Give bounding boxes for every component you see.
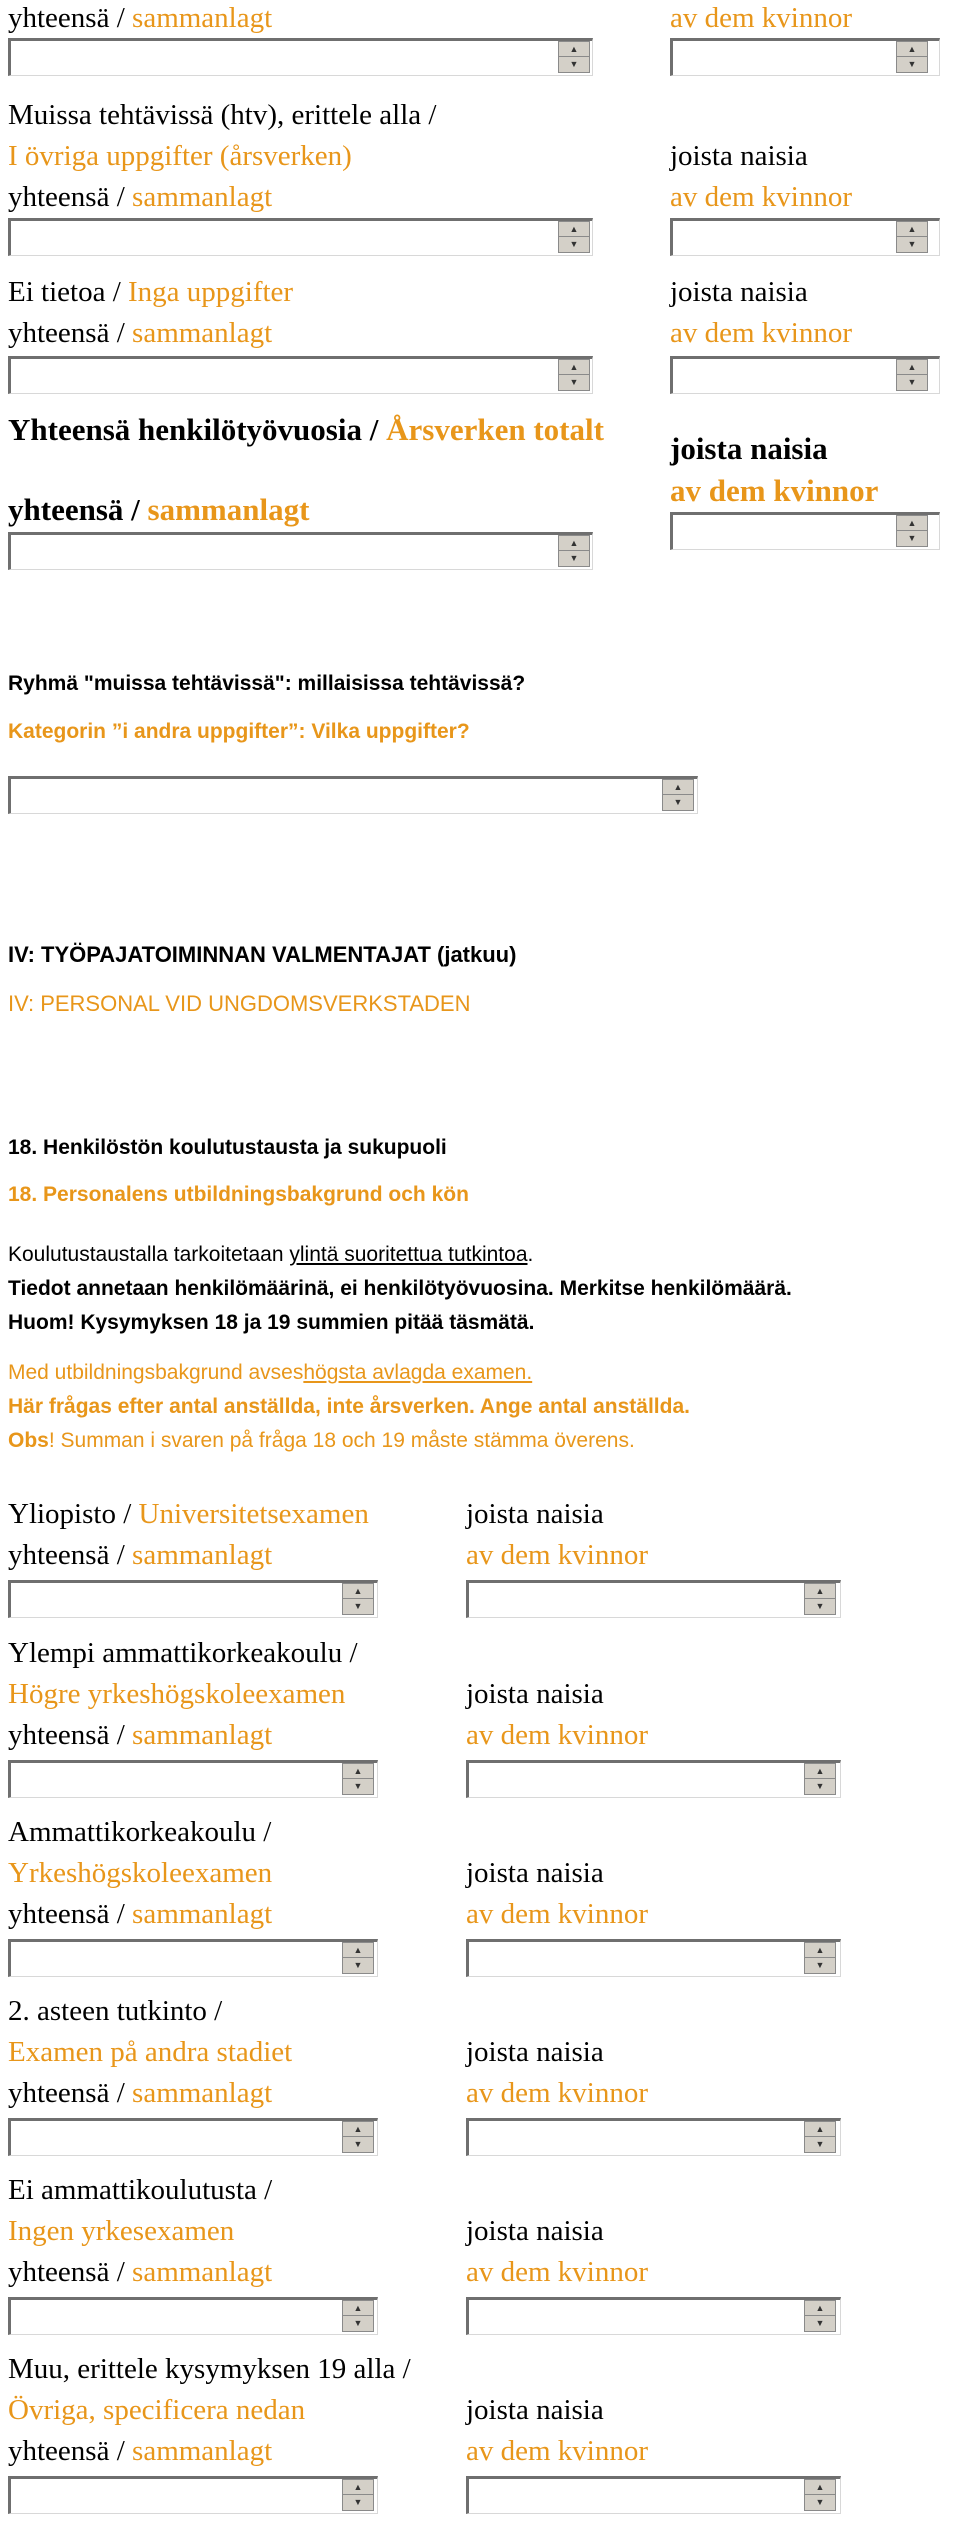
spin-arrows-icon[interactable]: ▲ [343,2480,373,2495]
top-women-label: av dem kvinnor [670,2,853,34]
section-iv-heading: IV: TYÖPAJATOIMINNAN VALMENTAJAT (jatkuu) IV: PERSONAL VID UNGDOMSVERKSTADEN [8,942,517,1016]
education-row-women-label: joista naisia av dem kvinnor [466,1498,649,1571]
other-tasks-total-spinner[interactable] [558,221,590,253]
spin-arrows-icon[interactable]: ▼ [907,377,917,387]
education-women-input[interactable] [466,2297,841,2335]
education-row-label: Muu, erittele kysymyksen 19 alla / Övriga, specificera nedan yhteensä / sammanlagt [8,2353,411,2467]
spin-arrows-icon[interactable]: ▼ [353,1601,363,1611]
q18-definition-sv: Med utbildningsbakgrund avseshögsta avlagda examen. [8,1361,533,1384]
spin-arrows-icon[interactable]: ▲ [559,536,589,551]
spin-arrows-icon[interactable]: ▲ [559,42,589,57]
education-total-input[interactable] [8,1939,378,1977]
education-total-spinner[interactable] [342,1763,374,1795]
spin-arrows-icon[interactable]: ▼ [353,2139,363,2149]
education-women-input[interactable] [466,1939,841,1977]
no-info-total-spinner[interactable] [558,359,590,391]
education-total-spinner[interactable] [342,2479,374,2511]
spin-arrows-icon[interactable]: ▲ [897,360,927,375]
no-info-total-input[interactable] [8,356,593,394]
spin-arrows-icon[interactable]: ▼ [673,797,683,807]
spin-arrows-icon[interactable]: ▲ [805,1943,835,1958]
top-women-spinner[interactable] [896,41,928,73]
group-question-spinner[interactable] [662,779,694,811]
top-total-spinner[interactable] [558,41,590,73]
no-info-women-label: joista naisia av dem kvinnor [670,276,853,349]
spin-arrows-icon[interactable]: ▼ [815,2318,825,2328]
q18-title-sv: 18. Personalens utbildningsbakgrund och kön [8,1183,469,1206]
other-tasks-women-label: joista naisia av dem kvinnor [670,140,853,213]
education-row-women-label: joista naisia av dem kvinnor [466,2215,649,2288]
grand-total-spinner[interactable] [558,535,590,567]
spin-arrows-icon[interactable]: ▲ [805,2122,835,2137]
education-women-spinner[interactable] [804,1583,836,1615]
other-tasks-total-input[interactable] [8,218,593,256]
no-info-women-spinner[interactable] [896,359,928,391]
education-women-spinner[interactable] [804,2479,836,2511]
education-women-spinner[interactable] [804,1942,836,1974]
education-row-label: Ammattikorkeakoulu / Yrkeshögskoleexamen yhteensä / sammanlagt [8,1816,273,1930]
education-row-women-label: joista naisia av dem kvinnor [466,2036,649,2109]
spin-arrows-icon[interactable]: ▲ [343,1584,373,1599]
spin-arrows-icon[interactable]: ▲ [343,2122,373,2137]
education-total-input[interactable] [8,2118,378,2156]
education-women-spinner[interactable] [804,2121,836,2153]
no-info-label: Ei tietoa / Inga uppgifter yhteensä / sammanlagt [8,276,294,349]
spin-arrows-icon[interactable]: ▲ [805,2480,835,2495]
spin-arrows-icon[interactable]: ▼ [815,1960,825,1970]
education-women-input[interactable] [466,2476,841,2514]
spin-arrows-icon[interactable]: ▲ [897,222,927,237]
education-total-spinner[interactable] [342,2300,374,2332]
education-women-input[interactable] [466,1580,841,1618]
spin-arrows-icon[interactable]: ▼ [569,377,579,387]
group-question-input[interactable] [8,776,698,814]
grand-total-women-label: joista naisia av dem kvinnor [670,431,879,508]
group-question: Ryhmä "muissa tehtävissä": millaisissa tehtävissä? Kategorin ”i andra uppgifter”: Vilka uppgifter? [8,672,526,743]
spin-arrows-icon[interactable]: ▼ [569,553,579,563]
education-row-label: Yliopisto / Universitetsexamen yhteensä / sammanlagt [8,1498,369,1571]
spin-arrows-icon[interactable]: ▼ [353,1781,363,1791]
education-women-input[interactable] [466,2118,841,2156]
spin-arrows-icon[interactable]: ▼ [907,59,917,69]
grand-total-input[interactable] [8,532,593,570]
spin-arrows-icon[interactable]: ▼ [569,59,579,69]
top-total-label: yhteensä / sammanlagt [8,2,273,34]
spin-arrows-icon[interactable]: ▲ [805,1584,835,1599]
spin-arrows-icon[interactable]: ▼ [815,2497,825,2507]
education-row-women-label: joista naisia av dem kvinnor [466,2394,649,2467]
spin-arrows-icon[interactable]: ▲ [343,1943,373,1958]
education-total-spinner[interactable] [342,1942,374,1974]
hogsta-examen-link[interactable]: högsta avlagda examen. [303,1361,533,1384]
education-total-spinner[interactable] [342,1583,374,1615]
spin-arrows-icon[interactable]: ▲ [559,222,589,237]
education-row-label: Ylempi ammattikorkeakoulu / Högre yrkeshögskoleexamen yhteensä / sammanlagt [8,1637,358,1751]
spin-arrows-icon[interactable]: ▼ [353,1960,363,1970]
education-total-spinner[interactable] [342,2121,374,2153]
education-women-input[interactable] [466,1760,841,1798]
education-total-input[interactable] [8,1580,378,1618]
spin-arrows-icon[interactable]: ▲ [805,1764,835,1779]
q18-block: 18. Henkilöstön koulutustausta ja sukupuoli 18. Personalens utbildningsbakgrund och kön Koulutustaustalla tarkoitetaan ylintä suoritettua tutkintoa. Tiedot annetaan henkilömäärinä, ei henkilötyövuosina. Merkitse henkilömäärä. Huom! Kysymyksen 18 ja 19 summien pitää täsmätä. Med utbildningsbakgrund avseshögsta avlagda examen. Här frågas efter antal anställda, inte årsverken. Ange antal anställda. Obs! Summan i svaren på fråga 18 och 19 måste stämma överens. [8,1124,953,1458]
spin-arrows-icon[interactable]: ▲ [559,360,589,375]
education-row-women-label: joista naisia av dem kvinnor [466,1678,649,1751]
spin-arrows-icon[interactable]: ▲ [343,2301,373,2316]
spin-arrows-icon[interactable]: ▼ [569,239,579,249]
spin-arrows-icon[interactable]: ▼ [353,2318,363,2328]
top-total-input[interactable] [8,38,593,76]
education-total-input[interactable] [8,2476,378,2514]
education-row-women-label: joista naisia av dem kvinnor [466,1857,649,1930]
education-row-label: 2. asteen tutkinto / Examen på andra stadiet yhteensä / sammanlagt [8,1995,293,2109]
education-women-spinner[interactable] [804,1763,836,1795]
grand-total-women-spinner[interactable] [896,515,928,547]
other-tasks-women-spinner[interactable] [896,221,928,253]
spin-arrows-icon[interactable]: ▼ [907,239,917,249]
education-total-input[interactable] [8,1760,378,1798]
spin-arrows-icon[interactable]: ▼ [353,2497,363,2507]
spin-arrows-icon[interactable]: ▼ [907,533,917,543]
spin-arrows-icon[interactable]: ▲ [897,42,927,57]
spin-arrows-icon[interactable]: ▼ [815,1601,825,1611]
spin-arrows-icon[interactable]: ▲ [805,2301,835,2316]
spin-arrows-icon[interactable]: ▼ [815,1781,825,1791]
education-row-label: Ei ammattikoulutusta / Ingen yrkesexamen yhteensä / sammanlagt [8,2174,273,2288]
spin-arrows-icon[interactable]: ▲ [343,1764,373,1779]
education-women-spinner[interactable] [804,2300,836,2332]
spin-arrows-icon[interactable]: ▲ [897,516,927,531]
spin-arrows-icon[interactable]: ▼ [815,2139,825,2149]
grand-total-label: Yhteensä henkilötyövuosia / Årsverken totalt yhteensä / sammanlagt [8,412,604,527]
spin-arrows-icon[interactable]: ▲ [663,780,693,795]
other-tasks-label: Muissa tehtävissä (htv), erittele alla / I övriga uppgifter (årsverken) yhteensä / sammanlagt [8,99,437,213]
q18-title-fi: 18. Henkilöstön koulutustausta ja sukupuoli [8,1136,447,1159]
education-total-input[interactable] [8,2297,378,2335]
highest-degree-link[interactable]: ylintä suoritettua tutkintoa [289,1243,528,1266]
q18-definition-fi: Koulutustaustalla tarkoitetaan ylintä suoritettua tutkintoa. [8,1243,534,1266]
